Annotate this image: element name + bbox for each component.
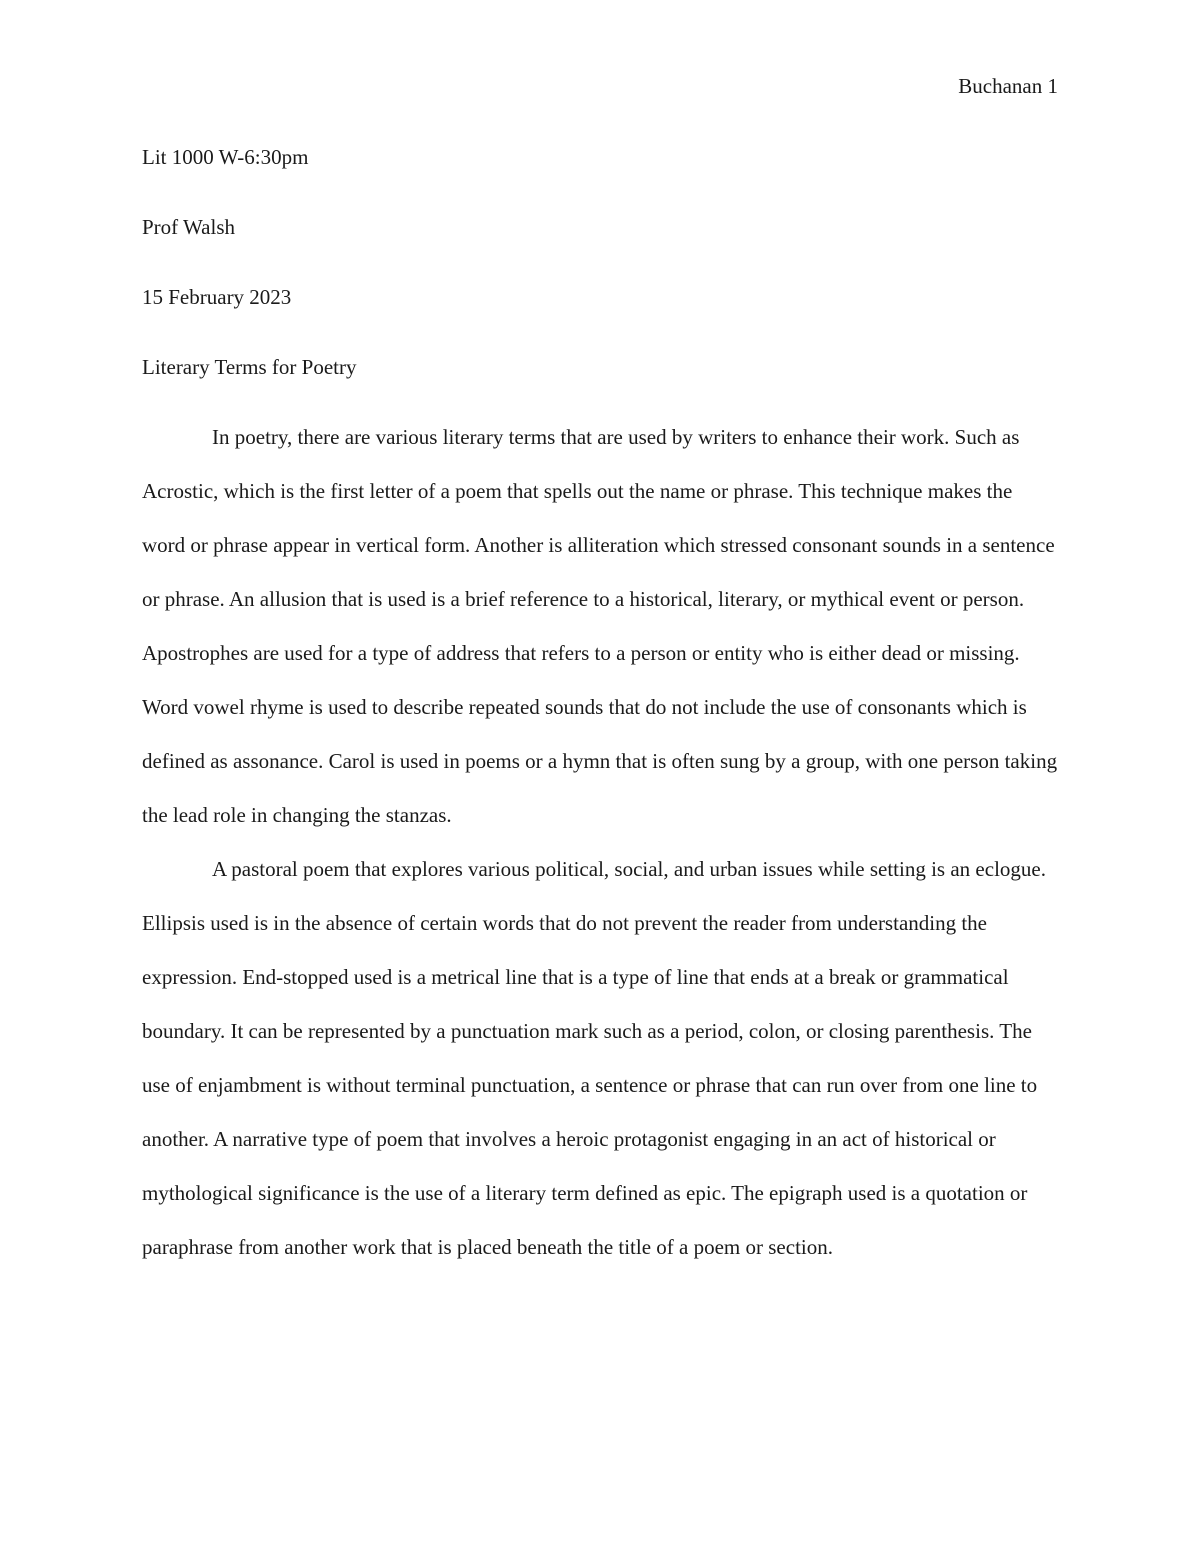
essay-title: Literary Terms for Poetry [142, 355, 357, 379]
running-head: Buchanan 1 [958, 74, 1058, 98]
professor-line: Prof Walsh [142, 215, 236, 239]
date-line: 15 February 2023 [142, 285, 292, 309]
paragraph-1: In poetry, there are various literary terms that are used by writers to enhance their work. Such as Acrostic, which is the first letter of a poem that spells out the name or phrase. This technique makes the word or phrase appear in vertical form. Another is alliteration which stressed consonant sounds in a sentence or phrase. An allusion that is used is a brief reference to a historical, literary, or mythical event or person. Apostrophes are used for a type of address that refers to a person or entity who is either dead or missing. Word vowel rhyme is used to describe repeated sounds that do not include the use of consonants which is defined as assonance. Carol is used in poems or a hymn that is often sung by a group, with one person taking the lead role in changing the stanzas. [142, 425, 1058, 827]
course-line: Lit 1000 W-6:30pm [142, 145, 309, 169]
paragraph-2: A pastoral poem that explores various political, social, and urban issues while setting is an eclogue. Ellipsis used is in the absence of certain words that do not prevent the reader from understanding the expression. End-stopped used is a metrical line that is a type of line that ends at a break or grammatical boundary. It can be represented by a punctuation mark such as a period, colon, or closing parenthesis. The use of enjambment is without terminal punctuation, a sentence or phrase that can run over from one line to another. A narrative type of poem that involves a heroic protagonist engaging in an act of historical or mythological significance is the use of a literary term defined as epic. The epigraph used is a quotation or paraphrase from another work that is placed beneath the title of a poem or section. [142, 857, 1046, 1259]
document-body [142, 142, 1058, 1286]
